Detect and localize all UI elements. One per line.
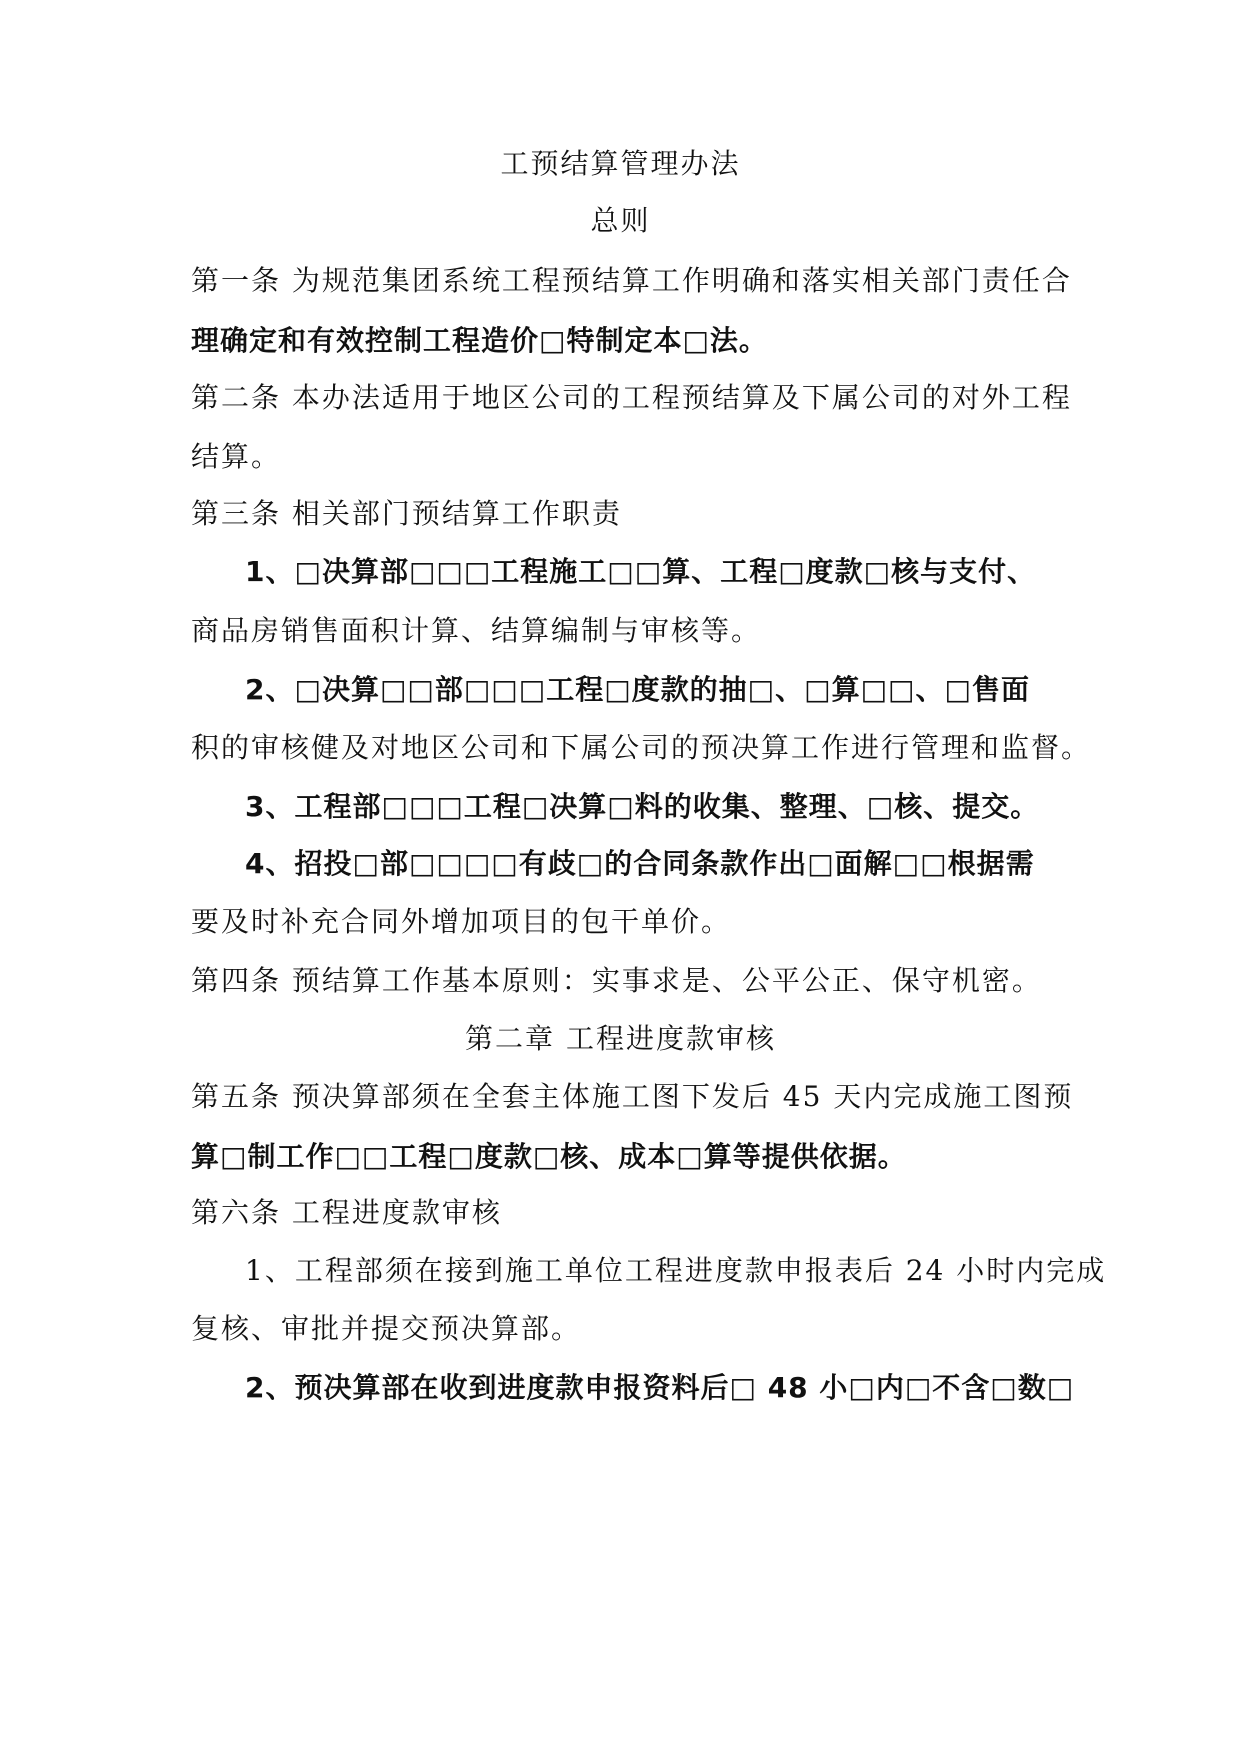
document-title: 工预结算管理办法 bbox=[500, 147, 741, 180]
article-3-item-1-line-1: 1、□决算部□□□工程施工□□算、工程□度款□核与支付、 bbox=[245, 555, 1037, 588]
article-3-item-4-line-2: 要及时补充合同外增加项目的包干单价。 bbox=[191, 905, 732, 938]
article-3-item-1-line-2: 商品房销售面积计算、结算编制与审核等。 bbox=[191, 614, 762, 647]
article-3-item-4-line-1: 4、招投□部□□□□有歧□的合同条款作出□面解□□根据需 bbox=[245, 847, 1035, 880]
article-1-line-2: 理确定和有效控制工程造价□特制定本□法。 bbox=[191, 324, 768, 357]
article-3-item-3: 3、工程部□□□工程□决算□料的收集、整理、□核、提交。 bbox=[245, 790, 1040, 823]
article-6-item-2-line-1: 2、预决算部在收到进度款申报资料后□ 48 小□内□不含□数□ bbox=[245, 1371, 1075, 1404]
article-3-item-2-line-1: 2、□决算□□部□□□工程□度款的抽□、□算□□、□售面 bbox=[245, 673, 1030, 706]
chapter-heading-progress-payment: 第二章 工程进度款审核 bbox=[465, 1022, 776, 1055]
article-6-item-1-line-2: 复核、审批并提交预决算部。 bbox=[191, 1312, 582, 1345]
article-6-heading: 第六条 工程进度款审核 bbox=[191, 1196, 502, 1229]
article-2-line-2: 结算。 bbox=[191, 440, 282, 473]
article-5-line-1: 第五条 预决算部须在全套主体施工图下发后 45 天内完成施工图预 bbox=[191, 1080, 1074, 1113]
chapter-heading-general: 总则 bbox=[590, 204, 651, 237]
article-6-item-1-line-1: 1、工程部须在接到施工单位工程进度款申报表后 24 小时内完成 bbox=[245, 1254, 1107, 1287]
article-4: 第四条 预结算工作基本原则：实事求是、公平公正、保守机密。 bbox=[191, 964, 1042, 997]
article-3-heading: 第三条 相关部门预结算工作职责 bbox=[191, 497, 622, 530]
article-3-item-2-line-2: 积的审核健及对地区公司和下属公司的预决算工作进行管理和监督。 bbox=[191, 731, 1092, 764]
article-2-line-1: 第二条 本办法适用于地区公司的工程预结算及下属公司的对外工程 bbox=[191, 381, 1072, 414]
article-5-line-2: 算□制工作□□工程□度款□核、成本□算等提供依据。 bbox=[191, 1140, 907, 1173]
article-1-line-1: 第一条 为规范集团系统工程预结算工作明确和落实相关部门责任合 bbox=[191, 264, 1072, 297]
